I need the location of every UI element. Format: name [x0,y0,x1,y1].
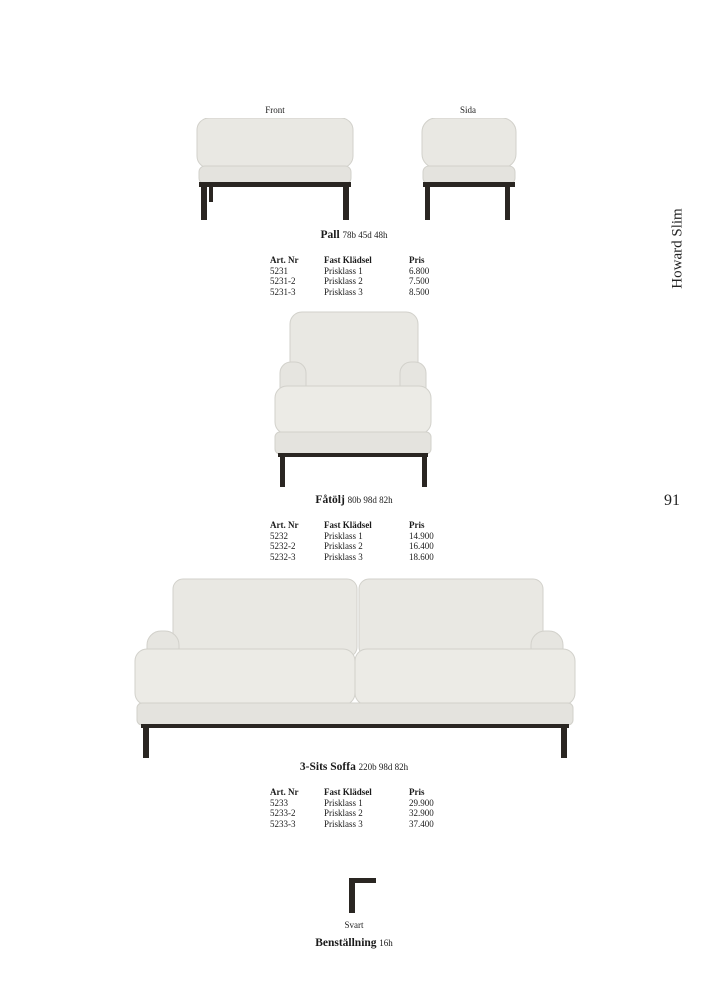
pall-title [0,229,708,241]
header-fabric: Fast Klädsel [324,787,372,797]
table-header-row [270,787,449,798]
cell-fabric: Prisklass 2 [324,808,363,818]
table-row [270,819,449,830]
sofa-price-table [270,787,449,829]
cell-art: 5232-2 [270,541,296,551]
product-dimensions: 78b 45d 48h [342,230,388,240]
cell-fabric: Prisklass 3 [324,551,363,562]
cell-fabric: Prisklass 3 [324,818,363,829]
leg-title [254,937,454,949]
cell-price: 32.900 [409,808,434,818]
armchair-price-table [270,520,449,562]
cell-price: 14.900 [409,530,434,541]
cell-art: 5232-3 [270,551,296,562]
table-row [270,266,449,277]
header-price: Pris [409,255,425,265]
header-price: Pris [409,787,425,797]
cell-art: 5233-3 [270,818,296,829]
product-name: Fåtölj [315,494,345,506]
leg-name: Benställning [315,937,377,949]
leg-color-label: Svart [344,920,364,930]
cell-fabric: Prisklass 2 [324,276,363,286]
header-art: Art. Nr [270,255,299,265]
cell-art: 5231-3 [270,286,296,297]
table-row [270,531,449,542]
table-row [270,276,449,287]
armchair-image [270,310,435,490]
cell-art: 5233-2 [270,808,296,818]
leg-dimensions: 16h [379,938,393,948]
header-fabric: Fast Klädsel [324,255,372,265]
header-art: Art. Nr [270,787,299,797]
page-number: 91 [664,492,680,509]
side-view-label: Sida [459,105,476,115]
table-header-row [270,520,449,531]
cell-fabric: Prisklass 1 [324,530,363,541]
pall-price-table [270,255,449,297]
sofa-image [133,577,577,762]
cell-price: 8.500 [409,286,430,297]
sofa-title [0,761,708,773]
cell-art: 5231 [270,265,288,276]
product-dimensions: 80b 98d 82h [347,495,393,505]
table-header-row [270,255,449,266]
cell-fabric: Prisklass 2 [324,541,363,551]
cell-price: 16.400 [409,541,434,551]
table-row [270,541,449,552]
front-view-label: Front [265,105,285,115]
collection-title: Howard Slim [669,208,686,289]
table-row [270,287,449,298]
cell-price: 6.800 [409,265,430,276]
cell-price: 37.400 [409,818,434,829]
cell-price: 7.500 [409,276,430,286]
cell-fabric: Prisklass 1 [324,265,363,276]
header-fabric: Fast Klädsel [324,520,372,530]
header-art: Art. Nr [270,520,299,530]
product-name: 3-Sits Soffa [299,761,356,773]
leg-swatch-icon [349,878,377,914]
product-dimensions: 220b 98d 82h [358,762,409,772]
table-row [270,798,449,809]
cell-art: 5233 [270,797,288,808]
cell-art: 5232 [270,530,288,541]
pall-front-image [195,118,355,222]
cell-fabric: Prisklass 3 [324,286,363,297]
product-name: Pall [320,229,340,241]
cell-price: 18.600 [409,551,434,562]
table-row [270,552,449,563]
cell-price: 29.900 [409,797,434,808]
pall-side-image [420,118,520,222]
armchair-title [0,494,708,506]
header-price: Pris [409,520,425,530]
table-row [270,808,449,819]
cell-fabric: Prisklass 1 [324,797,363,808]
cell-art: 5231-2 [270,276,296,286]
